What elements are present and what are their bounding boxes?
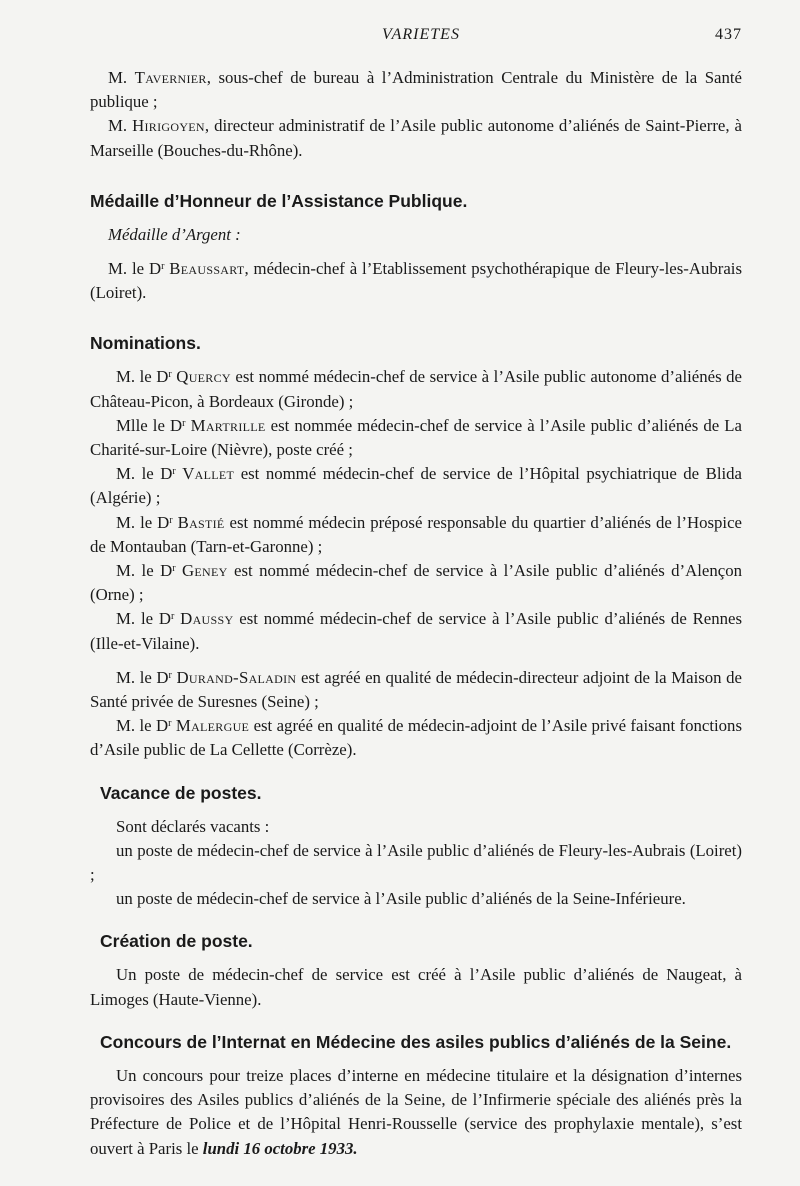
concours-date: lundi 16 octobre 1933. (202, 1138, 358, 1158)
paragraph-durand-saladin: M. le $D^r$ Durand-Saladin est agréé en qualité de médecin-directeur adjoint de la Maison de Santé privée de Suresnes (Seine) ; (90, 667, 742, 712)
person-name: Tavernier (134, 68, 207, 87)
section-heading-creation: Création de poste. (100, 931, 253, 952)
paragraph-vacance-seine-inferieure: un poste de médecin-chef de service à l’Asile public d’aliénés de la Seine-Inférieure. (116, 889, 686, 909)
paragraph-creation-naugeat: Un poste de médecin-chef de service est créé à l’Asile public d’aliénés de Naugeat, à Limoges (Haute-Vienne). (90, 965, 742, 1009)
person-name: Martrille (190, 415, 266, 435)
person-name: Bastié (177, 512, 225, 532)
section-heading-vacance: Vacance de postes. (100, 782, 262, 803)
paragraph-tavernier: M. Tavernier, sous-chef de bureau à l’Administration Centrale du Ministère de la Santé publique ; (90, 68, 743, 112)
person-name: Beaussart (169, 259, 245, 279)
paragraph-daussy: M. le $D^r$ Daussy est nommé médecin-chef de service à l’Asile public d’aliénés de Rennes (Ille-et-Vilaine). (90, 609, 742, 653)
section-heading-concours: Concours de l’Internat en Médecine des asiles publics d’aliénés de la Seine. (100, 1031, 732, 1052)
paragraph-concours: Un concours pour treize places d’interne en médecine titulaire et la désignation d’internes provisoires des Asiles publics d’aliénés de la Seine, de l’Infirmerie spéciale des aliénés près la Préfecture de Police et de l’Hôpital Henri-Rousselle (service des prophylaxie mentale), s’est ouvert à Paris le lundi 16 octobre 1933. (90, 1065, 742, 1158)
person-name: Hirigoyen (132, 116, 205, 136)
paragraph-vacance-fleury: un poste de médecin-chef de service à l’Asile public d’aliénés de Fleury-les-Aubrais (Loiret) ; (90, 840, 742, 885)
paragraph-bastie: M. le $D^r$ Bastié est nommé médecin préposé responsable du quartier d’aliénés de l’Hospice de Montauban (Tarn-et-Garonne) ; (90, 512, 742, 556)
page-body (90, 66, 742, 1161)
person-name: Durand-Saladin (176, 667, 297, 687)
page-number: 437 (715, 26, 742, 43)
paragraph-quercy: M. le $D^r$ Quercy est nommé médecin-chef de service à l’Asile public autonome d’aliénés de Château-Picon, à Bordeaux (Gironde) ; (90, 367, 742, 411)
paragraph-vacants-intro: Sont déclarés vacants : (116, 816, 270, 836)
person-name: Vallet (182, 464, 235, 484)
running-header (100, 26, 742, 50)
paragraph-hirigoyen: M. Hirigoyen, directeur administratif de l’Asile public autonome d’aliénés de Saint-Pierre, à Marseille (Bouches-du-Rhône). (90, 116, 742, 160)
subheading-medaille-argent: Médaille d’Argent : (108, 224, 241, 244)
section-heading-medaille: Médaille d’Honneur de l’Assistance Publique. (90, 190, 468, 211)
paragraph-malergue: M. le $D^r$ Malergue est agréé en qualité de médecin-adjoint de l’Asile privé faisant fonctions d’Asile public de La Cellette (Corrèze). (90, 716, 742, 760)
person-name: Geney (181, 561, 228, 581)
running-title: VARIETES (382, 26, 460, 43)
person-name: Quercy (176, 367, 231, 387)
person-name: Daussy (180, 609, 234, 629)
paragraph-geney: M. le $D^r$ Geney est nommé médecin-chef de service à l’Asile public d’aliénés d’Alençon (Orne) ; (90, 561, 742, 605)
paragraph-martrille: Mlle le $D^r$ Martrille est nommée médecin-chef de service à l’Asile public d’aliénés de La Charité-sur-Loire (Nièvre), poste créé ; (90, 415, 742, 460)
section-heading-nominations: Nominations. (90, 333, 201, 354)
paragraph-beaussart: M. le $D^r$ Beaussart, médecin-chef à l’Etablissement psychothérapique de Fleury-les-Aubrais (Loiret). (90, 259, 742, 303)
person-name: Malergue (175, 716, 250, 736)
paragraph-vallet: M. le $D^r$ Vallet est nommé médecin-chef de service de l’Hôpital psychiatrique de Blida (Algérie) ; (90, 464, 742, 508)
